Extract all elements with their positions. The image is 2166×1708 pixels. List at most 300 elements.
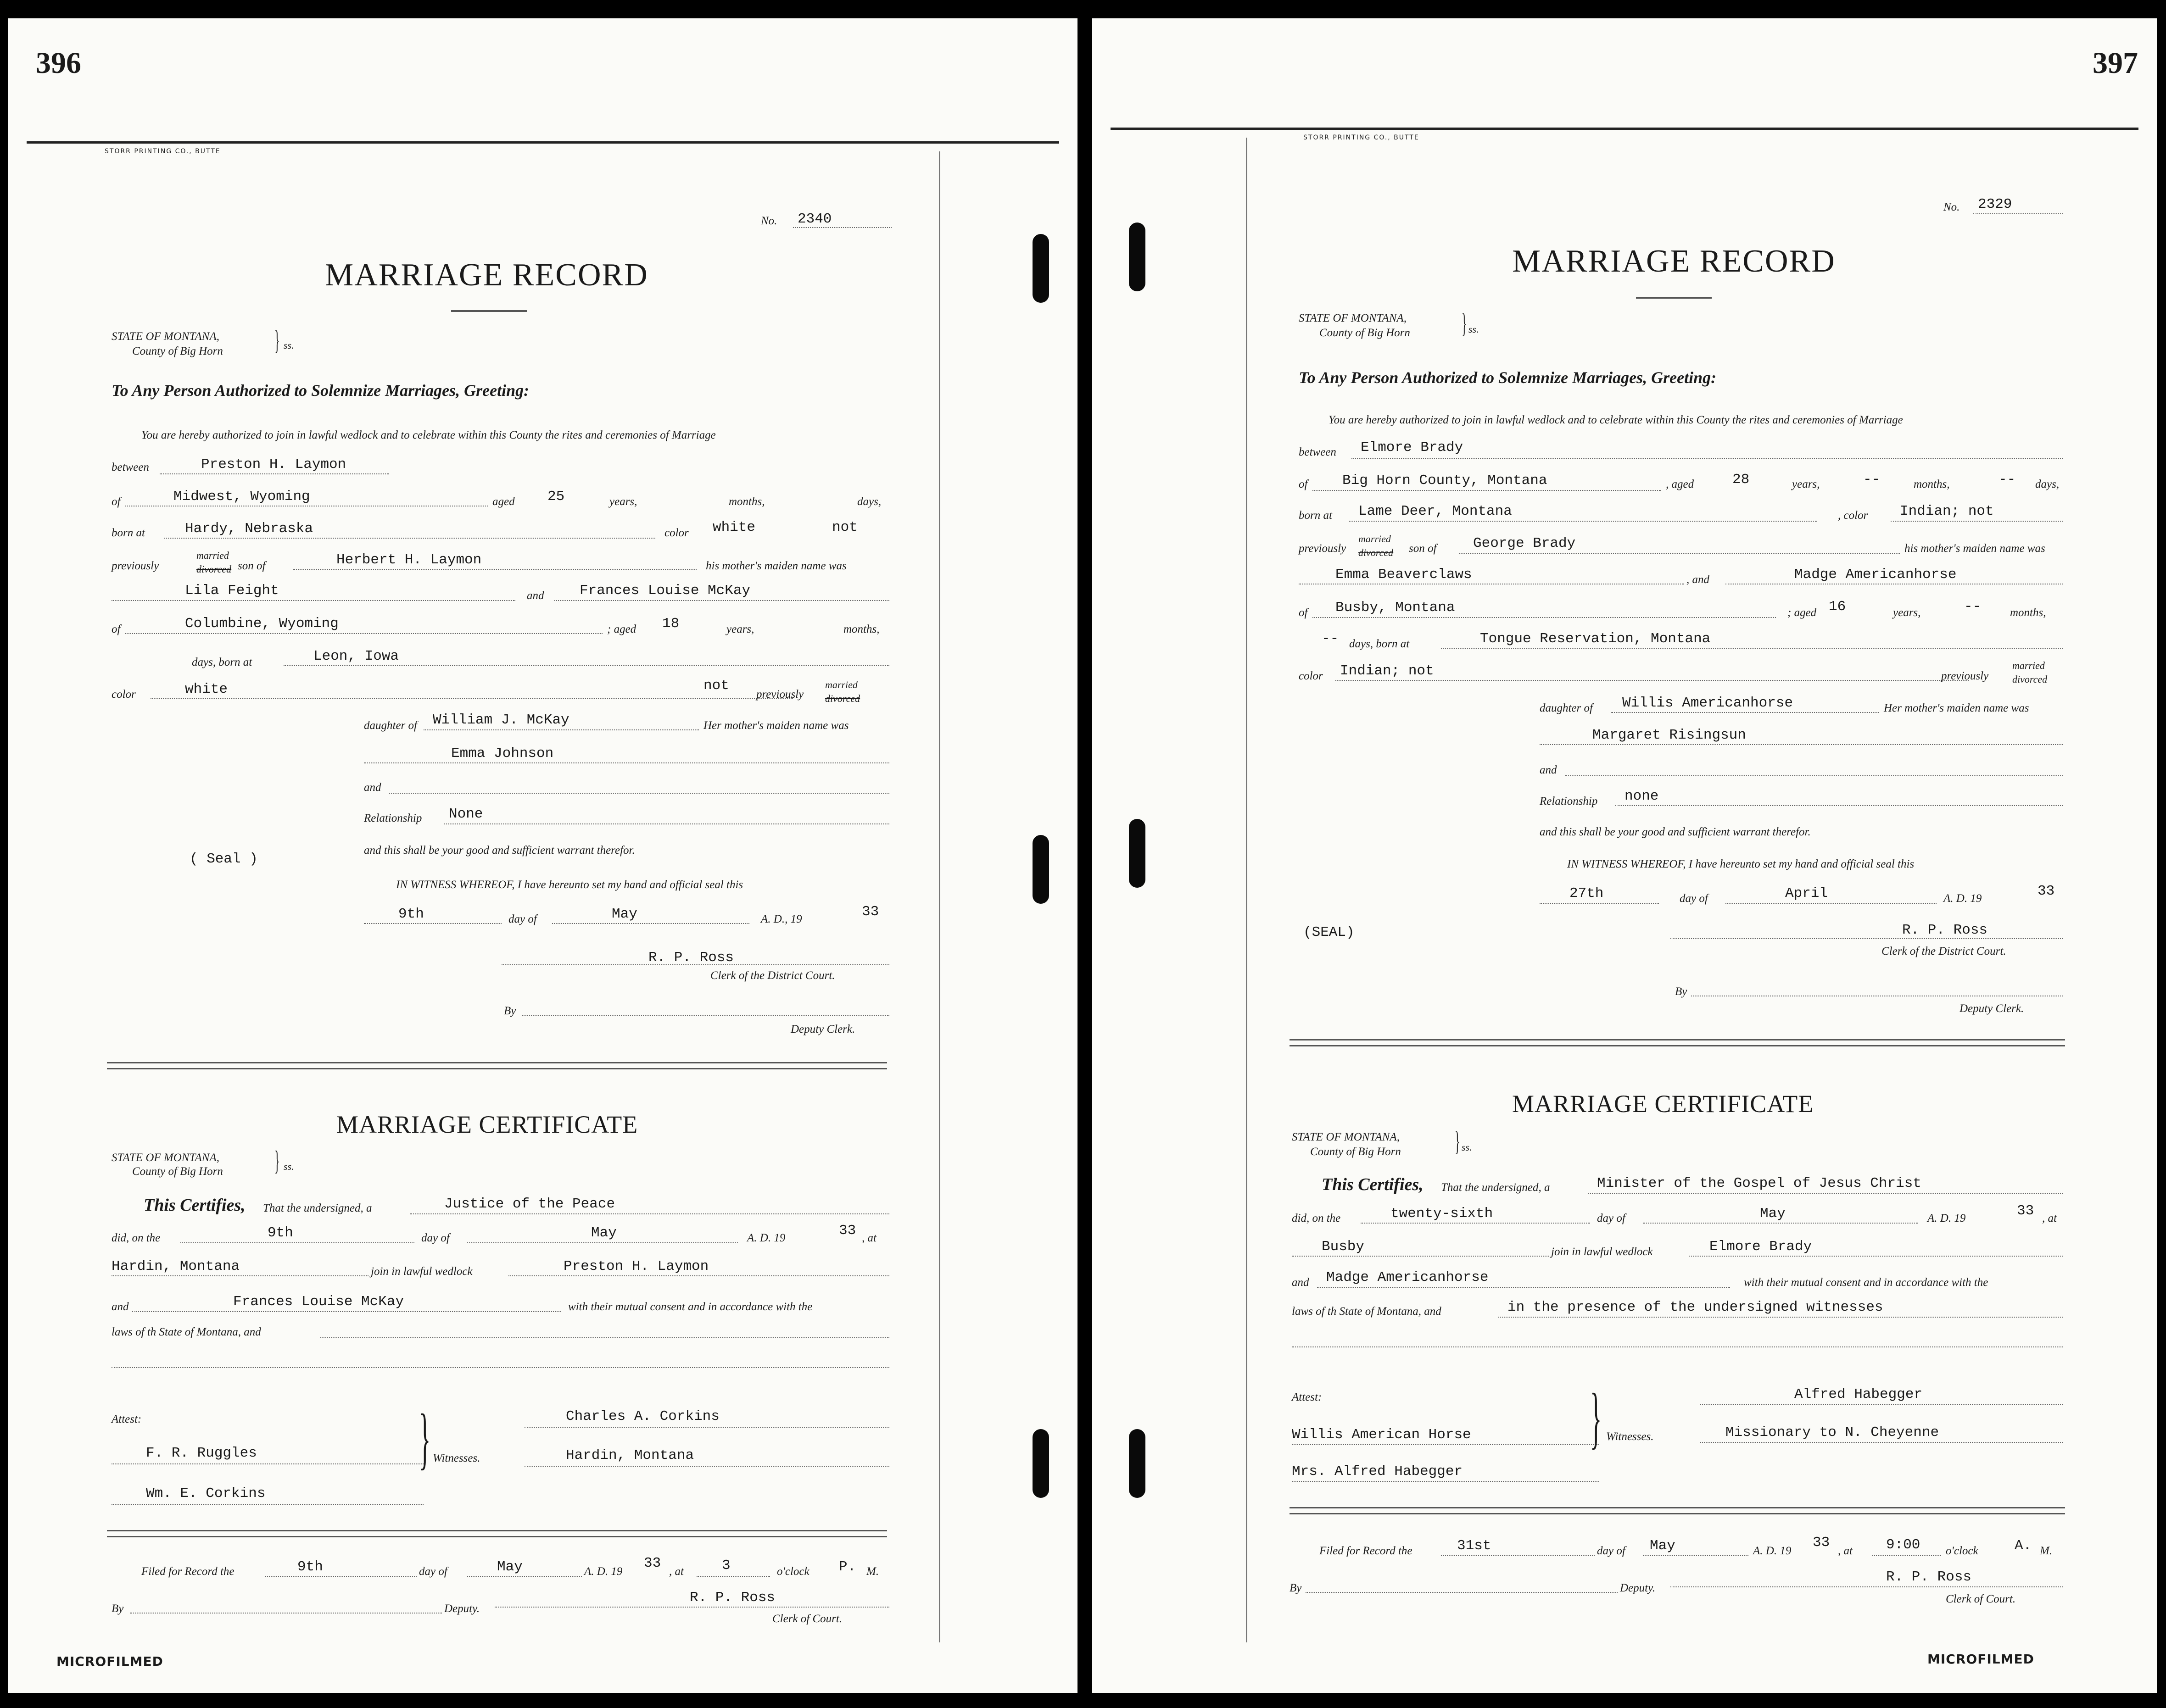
years-label: years, xyxy=(609,495,637,508)
fill-line xyxy=(697,1576,770,1577)
fill-line xyxy=(112,1504,424,1505)
witness-whereof: IN WITNESS WHEREOF, I have hereunto set my hand and official seal this xyxy=(1567,858,1915,870)
aged-label: ; aged xyxy=(607,623,636,635)
state-label: STATE OF MONTANA, xyxy=(1299,312,1407,324)
cert-place: Busby xyxy=(1322,1239,1365,1255)
ampm-m: M. xyxy=(866,1565,879,1578)
microfilmed-stamp: MICROFILMED xyxy=(56,1654,163,1669)
day-of-label: day of xyxy=(1680,892,1708,905)
record-no: 2329 xyxy=(1978,196,2012,212)
fill-line xyxy=(1540,744,2063,745)
fill-line xyxy=(1872,1555,1941,1556)
fill-line xyxy=(410,1213,889,1214)
aged-label: aged xyxy=(492,495,515,508)
groom-father: George Brady xyxy=(1473,535,1576,551)
ad-label: A. D. 19 xyxy=(1943,892,1982,905)
filed-hour: 9:00 xyxy=(1886,1537,1920,1553)
son-of-label: son of xyxy=(238,560,266,572)
page-number: 396 xyxy=(36,46,81,80)
fill-line xyxy=(424,729,699,730)
certifies-text: That the undersigned, a xyxy=(263,1202,372,1214)
oclock-label: o'clock xyxy=(1946,1545,1978,1557)
bride-color: white xyxy=(185,681,228,697)
this-certifies: This Certifies, xyxy=(144,1196,246,1215)
fill-line xyxy=(552,923,749,924)
margin-rule xyxy=(939,151,940,1642)
fill-line xyxy=(1312,617,1776,618)
clerk-title: Clerk of the District Court. xyxy=(1881,945,2006,957)
day-of-label: day of xyxy=(1597,1212,1625,1224)
ad-label: A. D., 19 xyxy=(761,913,802,925)
issue-day: 27th xyxy=(1569,885,1604,901)
groom-birthplace: Hardy, Nebraska xyxy=(185,521,313,537)
bride-birthplace: Leon, Iowa xyxy=(313,648,399,664)
born-at-label: born at xyxy=(112,527,145,539)
groom-months: -- xyxy=(1863,472,1881,488)
officiant-title: Justice of the Peace xyxy=(444,1196,615,1212)
oclock-label: o'clock xyxy=(777,1565,809,1578)
years-label: years, xyxy=(1792,478,1820,490)
brace-glyph: } xyxy=(1590,1380,1602,1456)
groom-name: Elmore Brady xyxy=(1361,440,1463,456)
at-label: , at xyxy=(2042,1212,2057,1224)
attest-1: F. R. Ruggles xyxy=(146,1445,257,1461)
fill-line xyxy=(112,1275,368,1276)
page-top-rule xyxy=(1111,128,2138,130)
groom-father: Herbert H. Laymon xyxy=(336,552,482,568)
day-of-label: day of xyxy=(508,913,537,925)
record-no-label: No. xyxy=(761,215,777,227)
binder-hole xyxy=(1033,835,1049,904)
county-label: County of Big Horn xyxy=(1319,327,1410,339)
attest-2: Mrs. Alfred Habegger xyxy=(1292,1463,1463,1480)
fill-line xyxy=(1725,903,1937,904)
fill-line xyxy=(1441,648,2063,649)
officiant-place: Hardin, Montana xyxy=(566,1447,694,1463)
consent-text: with their mutual consent and in accordance with the xyxy=(568,1301,813,1313)
and-label: and xyxy=(1292,1276,1309,1289)
ad-label: A. D. 19 xyxy=(584,1565,623,1578)
certifies-text: That the undersigned, a xyxy=(1441,1181,1550,1194)
fill-line xyxy=(1441,1555,1595,1556)
color-label: color xyxy=(1299,670,1323,682)
groom-color: Indian; not xyxy=(1900,503,1994,519)
fill-line xyxy=(525,1466,889,1467)
filed-label: Filed for Record the xyxy=(1319,1545,1412,1557)
years-label: years, xyxy=(1893,606,1921,619)
record-title: MARRIAGE RECORD xyxy=(325,257,648,293)
fill-line xyxy=(1459,553,1900,554)
fill-line xyxy=(502,964,889,965)
fill-line xyxy=(112,600,515,601)
filed-month: May xyxy=(497,1559,523,1575)
bride-residence: Columbine, Wyoming xyxy=(185,616,339,632)
days-born-label: days, born at xyxy=(1349,638,1410,650)
previously-label: previously xyxy=(1299,542,1346,555)
groom-name: Preston H. Laymon xyxy=(201,456,346,473)
brace-glyph: } xyxy=(274,325,280,356)
previously-label: previously xyxy=(1941,670,1989,682)
fill-line xyxy=(1292,1481,1599,1482)
at-label: , at xyxy=(669,1565,684,1578)
filed-year: 33 xyxy=(1813,1535,1830,1551)
bride-name: Frances Louise McKay xyxy=(580,583,751,599)
day-of-label: day of xyxy=(421,1232,450,1244)
binder-hole xyxy=(1129,223,1145,291)
binder-hole xyxy=(1033,1429,1049,1498)
color-label: , color xyxy=(1838,509,1868,522)
cert-year: 33 xyxy=(839,1223,856,1239)
groom-mother: Lila Feight xyxy=(185,583,279,599)
relationship-label: Relationship xyxy=(364,812,422,824)
this-certifies: This Certifies, xyxy=(1322,1175,1424,1194)
bride-age: 16 xyxy=(1829,599,1846,615)
join-label: join in lawful wedlock xyxy=(1551,1246,1653,1258)
bride-mother: Emma Johnson xyxy=(451,746,554,762)
binder-hole xyxy=(1129,1429,1145,1498)
filed-day: 31st xyxy=(1457,1538,1491,1554)
clerk-signature: R. P. Ross xyxy=(1902,922,1988,938)
son-of-label: son of xyxy=(1409,542,1437,555)
greeting: To Any Person Authorized to Solemnize Marriages, Greeting: xyxy=(112,381,530,400)
attest-label: Attest: xyxy=(1292,1391,1322,1403)
issue-year: 33 xyxy=(862,904,879,920)
bride-father: Willis Americanhorse xyxy=(1622,695,1793,711)
filed-label: Filed for Record the xyxy=(141,1565,234,1578)
clerk-signature: R. P. Ross xyxy=(648,950,734,966)
issue-month: April xyxy=(1785,885,1828,901)
attest-2: Wm. E. Corkins xyxy=(146,1485,266,1502)
ss-label: ss. xyxy=(1468,323,1479,335)
fill-line xyxy=(1351,458,2063,459)
fill-line xyxy=(1292,1256,1549,1257)
groom-birthplace: Lame Deer, Montana xyxy=(1358,503,1512,519)
years-label: years, xyxy=(726,623,754,635)
and-label: and xyxy=(1540,764,1557,776)
groom-age: 28 xyxy=(1732,472,1750,488)
filed-clerk-signature: R. P. Ross xyxy=(690,1590,776,1606)
title-underline xyxy=(451,310,527,312)
join-label: join in lawful wedlock xyxy=(371,1265,473,1278)
fill-line xyxy=(1335,680,1969,681)
cert-month: May xyxy=(591,1225,617,1241)
fill-line xyxy=(180,1242,414,1243)
relationship-label: Relationship xyxy=(1540,795,1598,807)
right-page xyxy=(1092,18,2157,1693)
fill-line xyxy=(1498,1317,2063,1318)
groom-days: -- xyxy=(1999,472,2016,488)
fill-line xyxy=(1700,1404,2063,1405)
ad-label: A. D. 19 xyxy=(1753,1545,1792,1557)
fill-line xyxy=(1565,775,2063,776)
of-label: of xyxy=(1299,478,1308,490)
consent-text: with their mutual consent and in accordance with the xyxy=(1744,1276,1988,1289)
title-underline xyxy=(1636,297,1712,299)
fill-line xyxy=(364,923,502,924)
daughter-of-label: daughter of xyxy=(364,719,417,732)
days-born-label: days, born at xyxy=(192,656,252,668)
filed-ampm: A. xyxy=(2015,1538,2032,1554)
fill-line xyxy=(112,1463,424,1464)
ss-label: ss. xyxy=(284,339,294,351)
fill-line xyxy=(467,1242,738,1243)
filed-clerk-signature: R. P. Ross xyxy=(1886,1569,1972,1585)
fill-line xyxy=(151,698,793,699)
at-label: , at xyxy=(862,1232,876,1244)
fill-line xyxy=(1615,805,2063,806)
cert-place: Hardin, Montana xyxy=(112,1258,240,1274)
clerk-of-court-title: Clerk of Court. xyxy=(772,1613,843,1625)
cert-month: May xyxy=(1760,1206,1786,1222)
left-page xyxy=(8,18,1077,1693)
married-label: married xyxy=(2012,660,2045,671)
fill-line xyxy=(1670,938,2063,939)
bride-residence: Busby, Montana xyxy=(1335,600,1455,616)
deputy-label: Deputy. xyxy=(1620,1582,1656,1594)
fill-line xyxy=(1588,1193,2063,1194)
deputy-label: Deputy. xyxy=(444,1602,480,1615)
bride-father: William J. McKay xyxy=(433,712,569,728)
fill-line xyxy=(793,227,892,228)
fill-line xyxy=(164,538,655,539)
her-mother-label: Her mother's maiden name was xyxy=(703,719,849,732)
printer-imprint: STORR PRINTING CO., BUTTE xyxy=(105,148,221,155)
bride-mother: Margaret Risingsun xyxy=(1592,727,1746,743)
groom-age: 25 xyxy=(547,489,565,505)
officiant-signature: Alfred Habegger xyxy=(1794,1386,1923,1402)
witnesses-label: Witnesses. xyxy=(1606,1430,1654,1443)
and-label: and xyxy=(527,590,544,602)
seal-placeholder: ( Seal ) xyxy=(190,851,258,867)
issue-day: 9th xyxy=(398,906,424,922)
groom-residence: Big Horn County, Montana xyxy=(1342,473,1547,489)
ss-label: ss. xyxy=(284,1161,294,1172)
relationship-value: None xyxy=(449,806,483,822)
binder-hole xyxy=(1033,234,1049,303)
intro-text: You are hereby authorized to join in lawful wedlock and to celebrate within this County the rites and ceremonies of Marriage xyxy=(141,429,716,441)
fill-line xyxy=(364,762,889,763)
bride-color: Indian; not xyxy=(1340,663,1434,679)
did-on-label: did, on the xyxy=(1292,1212,1341,1224)
by-label: By xyxy=(112,1602,124,1615)
state-label: STATE OF MONTANA, xyxy=(1292,1131,1400,1143)
day-of-label: day of xyxy=(419,1565,447,1578)
fill-line xyxy=(1540,903,1659,904)
brace-glyph: } xyxy=(1462,308,1467,339)
county-label: County of Big Horn xyxy=(132,345,223,357)
page-number: 397 xyxy=(2093,46,2138,80)
fill-line xyxy=(525,1427,889,1428)
record-title: MARRIAGE RECORD xyxy=(1512,244,1836,279)
bride-birthplace: Tongue Reservation, Montana xyxy=(1480,631,1711,647)
ampm-m: M. xyxy=(2040,1545,2053,1557)
fill-line xyxy=(1643,1223,1918,1224)
issue-month: May xyxy=(612,906,637,922)
aged-label: , aged xyxy=(1666,478,1694,490)
officiant-title: Minister of the Gospel of Jesus Christ xyxy=(1597,1175,1921,1191)
section-divider xyxy=(1290,1507,2065,1514)
did-on-label: did, on the xyxy=(112,1232,161,1244)
fill-line xyxy=(125,633,603,634)
officiant-place: Missionary to N. Cheyenne xyxy=(1725,1424,1939,1441)
fill-line xyxy=(1292,1444,1599,1445)
aged-label: ; aged xyxy=(1787,606,1817,619)
previously-label: previously xyxy=(112,560,159,572)
relationship-value: none xyxy=(1624,788,1659,804)
fill-line xyxy=(522,1015,889,1016)
brace-glyph: } xyxy=(274,1146,280,1176)
groom-residence: Midwest, Wyoming xyxy=(173,489,310,505)
cert-day: 9th xyxy=(268,1225,293,1241)
fill-line xyxy=(1317,1287,1730,1288)
fill-line xyxy=(1689,1256,2063,1257)
fill-line xyxy=(508,1275,889,1276)
attest-label: Attest: xyxy=(112,1413,142,1425)
fill-line xyxy=(1312,490,1661,491)
divorced-label: divorced xyxy=(196,563,232,575)
his-mother-label: his mother's maiden name was xyxy=(706,560,847,572)
and-label: and xyxy=(112,1301,129,1313)
fill-line xyxy=(1611,712,1879,713)
months-label: months, xyxy=(1914,478,1950,490)
printer-imprint: STORR PRINTING CO., BUTTE xyxy=(1303,134,1419,141)
and-label: , and xyxy=(1686,573,1709,586)
warrant-text: and this shall be your good and sufficient warrant therefor. xyxy=(364,844,635,857)
between-label: between xyxy=(1299,446,1336,458)
fill-line xyxy=(1361,1223,1590,1224)
fill-line xyxy=(1292,1346,2063,1347)
section-divider xyxy=(1290,1039,2065,1046)
certificate-title: MARRIAGE CERTIFICATE xyxy=(336,1111,638,1138)
groom-color: white xyxy=(713,519,756,535)
days-label: days, xyxy=(2035,478,2060,490)
fill-line xyxy=(1643,1555,1748,1556)
married-label: married xyxy=(1358,533,1391,545)
filed-year: 33 xyxy=(644,1555,661,1571)
bride-age: 18 xyxy=(662,616,680,632)
county-label: County of Big Horn xyxy=(1310,1146,1401,1158)
fill-line xyxy=(132,1311,561,1312)
fill-line xyxy=(112,1367,889,1368)
and-label: and xyxy=(364,781,381,794)
officiant-signature: Charles A. Corkins xyxy=(566,1408,720,1424)
section-divider xyxy=(107,1530,887,1537)
intro-text: You are hereby authorized to join in lawful wedlock and to celebrate within this County the rites and ceremonies of Marriage xyxy=(1329,414,1903,426)
his-mother-label: his mother's maiden name was xyxy=(1904,542,2045,555)
cert-groom: Preston H. Laymon xyxy=(564,1258,709,1274)
attest-1: Willis American Horse xyxy=(1292,1427,1471,1443)
seal-placeholder: (SEAL) xyxy=(1303,924,1355,940)
clerk-title: Clerk of the District Court. xyxy=(710,969,835,982)
daughter-of-label: daughter of xyxy=(1540,702,1593,714)
certificate-title: MARRIAGE CERTIFICATE xyxy=(1512,1090,1814,1118)
her-mother-label: Her mother's maiden name was xyxy=(1884,702,2029,714)
months-label: months, xyxy=(843,623,880,635)
filed-ampm: P. xyxy=(839,1559,856,1575)
cert-year: 33 xyxy=(2017,1203,2034,1219)
previously-label: previously xyxy=(756,688,804,701)
cert-day: twenty-sixth xyxy=(1390,1206,1493,1222)
record-no-label: No. xyxy=(1943,201,1960,213)
fill-line xyxy=(320,1337,889,1338)
bride-name: Madge Americanhorse xyxy=(1794,567,1957,583)
fill-line xyxy=(1306,1592,1618,1593)
of-label: of xyxy=(1299,606,1308,619)
by-label: By xyxy=(504,1005,516,1017)
day-of-label: day of xyxy=(1597,1545,1625,1557)
born-at-label: born at xyxy=(1299,509,1332,522)
of-label: of xyxy=(112,495,121,508)
fill-line xyxy=(1670,1586,2063,1587)
binder-hole xyxy=(1129,819,1145,888)
divorced-label: divorced xyxy=(2012,673,2048,685)
fill-line xyxy=(284,665,889,666)
page-top-rule xyxy=(27,141,1059,144)
brace-glyph: } xyxy=(1455,1126,1460,1157)
married-label: married xyxy=(196,550,229,561)
fill-line xyxy=(1349,521,1817,522)
divorced-label: divorced xyxy=(1358,547,1394,558)
fill-line xyxy=(444,823,889,824)
by-label: By xyxy=(1675,985,1687,998)
brace-glyph: } xyxy=(419,1400,431,1476)
laws-text: laws of th State of Montana, and xyxy=(112,1326,261,1338)
filed-month: May xyxy=(1650,1538,1675,1554)
fill-line xyxy=(495,1607,889,1608)
state-label: STATE OF MONTANA, xyxy=(112,330,219,343)
fill-line xyxy=(160,473,389,474)
witness-whereof: IN WITNESS WHEREOF, I have hereunto set my hand and official seal this xyxy=(396,879,743,891)
fill-line xyxy=(1891,521,2063,522)
fill-line xyxy=(293,569,697,570)
fill-line xyxy=(1973,213,2063,214)
between-label: between xyxy=(112,461,149,473)
warrant-text: and this shall be your good and sufficient warrant therefor. xyxy=(1540,826,1811,838)
filed-day: 9th xyxy=(297,1559,323,1575)
laws-fill: in the presence of the undersigned witnesses xyxy=(1507,1299,1883,1315)
state-label: STATE OF MONTANA, xyxy=(112,1152,219,1164)
witnesses-label: Witnesses. xyxy=(433,1452,480,1464)
months-label: months, xyxy=(2010,606,2046,619)
fill-line xyxy=(265,1576,417,1577)
deputy-clerk-title: Deputy Clerk. xyxy=(1959,1002,2024,1015)
deputy-clerk-title: Deputy Clerk. xyxy=(791,1023,855,1035)
at-label: , at xyxy=(1838,1545,1853,1557)
laws-text: laws of th State of Montana, and xyxy=(1292,1305,1441,1318)
cert-groom: Elmore Brady xyxy=(1709,1239,1812,1255)
fill-line xyxy=(389,793,889,794)
groom-previously: not xyxy=(832,519,858,535)
fill-line xyxy=(1700,1442,2063,1443)
ss-label: ss. xyxy=(1462,1141,1472,1153)
margin-rule xyxy=(1246,138,1247,1642)
record-no: 2340 xyxy=(798,211,832,227)
bride-previously: not xyxy=(703,678,729,694)
greeting: To Any Person Authorized to Solemnize Marriages, Greeting: xyxy=(1299,368,1717,387)
days-label: days, xyxy=(857,495,882,508)
divorced-label: divorced xyxy=(825,693,860,704)
ad-label: A. D. 19 xyxy=(747,1232,786,1244)
county-label: County of Big Horn xyxy=(132,1165,223,1178)
cert-bride: Madge Americanhorse xyxy=(1326,1269,1489,1285)
color-label: color xyxy=(112,688,136,701)
married-label: married xyxy=(825,679,858,690)
fill-line xyxy=(554,600,889,601)
color-label: color xyxy=(664,527,689,539)
of-label: of xyxy=(112,623,121,635)
microfilmed-stamp: MICROFILMED xyxy=(1927,1652,2034,1667)
ad-label: A. D. 19 xyxy=(1927,1212,1966,1224)
